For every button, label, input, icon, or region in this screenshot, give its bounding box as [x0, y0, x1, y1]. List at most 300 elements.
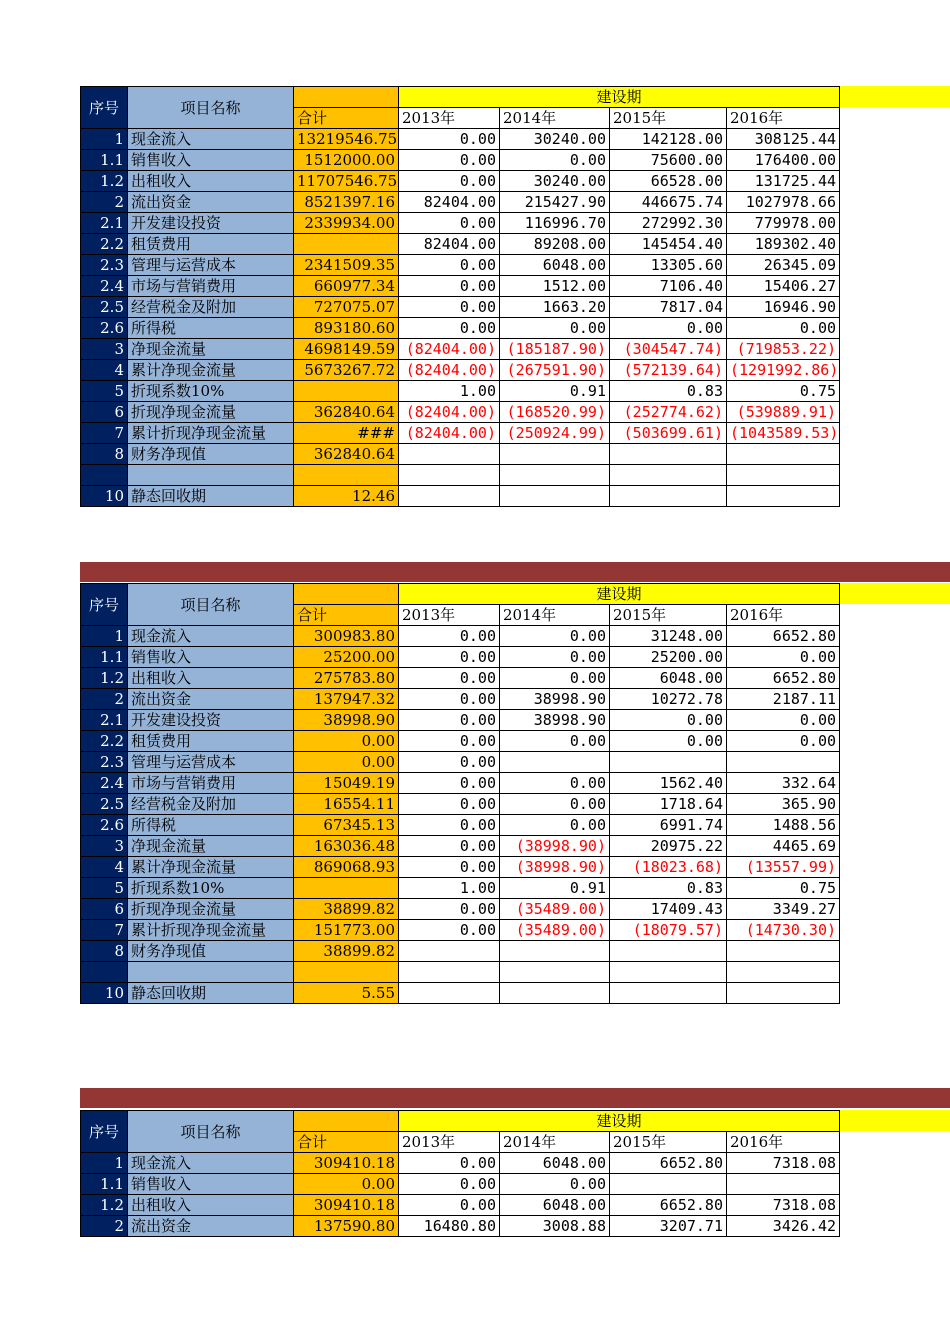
row-value: 0.00	[399, 710, 500, 731]
table-row	[81, 129, 840, 150]
row-name: 开发建设投资	[128, 213, 294, 234]
table-row	[81, 485, 840, 506]
row-value: 145454.40	[610, 234, 727, 255]
row-total: 2339934.00	[294, 213, 399, 234]
row-value	[610, 752, 727, 773]
row-value: 0.00	[500, 815, 610, 836]
row-value: 0.00	[500, 668, 610, 689]
row-value	[500, 941, 610, 962]
row-value: (38998.90)	[500, 857, 610, 878]
row-seq: 6	[81, 402, 128, 423]
row-total: 309410.18	[294, 1195, 399, 1216]
row-name: 管理与运营成本	[128, 752, 294, 773]
row-value: (18079.57)	[610, 920, 727, 941]
row-seq: 1	[81, 129, 128, 150]
row-value: 3426.42	[727, 1216, 840, 1237]
row-value: 17409.43	[610, 899, 727, 920]
table-row	[81, 689, 840, 710]
row-value: 116996.70	[500, 213, 610, 234]
row-seq: 2.5	[81, 297, 128, 318]
row-value: (503699.61)	[610, 423, 727, 444]
period-header-extension-1	[838, 86, 950, 107]
year-header: 2013年	[399, 108, 500, 129]
row-value: (82404.00)	[399, 402, 500, 423]
row-value: (14730.30)	[727, 920, 840, 941]
row-value	[500, 465, 610, 486]
row-value: 0.91	[500, 381, 610, 402]
row-value: (82404.00)	[399, 339, 500, 360]
table-row	[81, 150, 840, 171]
row-total: 38899.82	[294, 941, 399, 962]
row-total: 5673267.72	[294, 360, 399, 381]
row-value	[399, 465, 500, 486]
construction-period-header: 建设期	[399, 87, 840, 108]
row-total: 660977.34	[294, 276, 399, 297]
row-name: 管理与运营成本	[128, 255, 294, 276]
table-row	[81, 1216, 840, 1237]
row-seq: 8	[81, 444, 128, 465]
row-total: 137590.80	[294, 1216, 399, 1237]
row-total	[294, 465, 399, 486]
row-value: 7318.08	[727, 1195, 840, 1216]
row-value: 0.00	[399, 689, 500, 710]
row-value: 1718.64	[610, 794, 727, 815]
row-value: 0.00	[610, 318, 727, 339]
table-row	[81, 1153, 840, 1174]
row-seq: 1.2	[81, 171, 128, 192]
row-value	[610, 465, 727, 486]
table-row	[81, 1195, 840, 1216]
row-total: 16554.11	[294, 794, 399, 815]
row-total: 12.46	[294, 485, 399, 506]
year-header: 2014年	[500, 108, 610, 129]
row-seq: 10	[81, 982, 128, 1003]
row-total: 151773.00	[294, 920, 399, 941]
row-seq: 1.2	[81, 668, 128, 689]
row-seq: 2	[81, 689, 128, 710]
row-value: 89208.00	[500, 234, 610, 255]
row-value: (38998.90)	[500, 836, 610, 857]
row-seq: 2.1	[81, 710, 128, 731]
seq-header: 序号	[81, 87, 128, 129]
row-total: 13219546.75	[294, 129, 399, 150]
row-value: 66528.00	[610, 171, 727, 192]
row-seq: 10	[81, 485, 128, 506]
row-value: 0.00	[399, 647, 500, 668]
row-seq: 6	[81, 899, 128, 920]
row-value: 332.64	[727, 773, 840, 794]
row-value: 30240.00	[500, 171, 610, 192]
year-header: 2013年	[399, 605, 500, 626]
row-name: 静态回收期	[128, 982, 294, 1003]
row-total: 0.00	[294, 1174, 399, 1195]
period-header-extension-3	[838, 1110, 950, 1131]
row-value: 6048.00	[500, 1153, 610, 1174]
row-value: 0.75	[727, 878, 840, 899]
row-value: 4465.69	[727, 836, 840, 857]
header-row	[81, 87, 840, 108]
name-header: 项目名称	[128, 584, 294, 626]
row-seq: 8	[81, 941, 128, 962]
row-seq: 2	[81, 1216, 128, 1237]
row-total: 362840.64	[294, 444, 399, 465]
row-name: 现金流入	[128, 1153, 294, 1174]
row-seq: 1	[81, 1153, 128, 1174]
row-seq: 2	[81, 192, 128, 213]
row-value: 82404.00	[399, 234, 500, 255]
total-header-top	[294, 87, 399, 108]
construction-period-header: 建设期	[399, 1111, 840, 1132]
row-value	[727, 982, 840, 1003]
header-row	[81, 584, 840, 605]
row-value: 1.00	[399, 381, 500, 402]
year-header: 2014年	[500, 1132, 610, 1153]
table-row	[81, 836, 840, 857]
table-row	[81, 213, 840, 234]
row-name: 折现净现金流量	[128, 402, 294, 423]
row-total: 25200.00	[294, 647, 399, 668]
row-value	[500, 962, 610, 983]
table-row	[81, 710, 840, 731]
row-value	[727, 465, 840, 486]
row-name: 租赁费用	[128, 234, 294, 255]
table-row	[81, 276, 840, 297]
row-value: 15406.27	[727, 276, 840, 297]
row-seq: 1.1	[81, 1174, 128, 1195]
table-row	[81, 815, 840, 836]
row-value: (168520.99)	[500, 402, 610, 423]
year-header: 2013年	[399, 1132, 500, 1153]
row-total: 5.55	[294, 982, 399, 1003]
row-name: 市场与营销费用	[128, 773, 294, 794]
row-value: 0.00	[399, 255, 500, 276]
row-value	[399, 982, 500, 1003]
row-value	[610, 444, 727, 465]
row-value: 1027978.66	[727, 192, 840, 213]
row-value: (18023.68)	[610, 857, 727, 878]
table-row	[81, 731, 840, 752]
row-value: 3008.88	[500, 1216, 610, 1237]
row-total: 137947.32	[294, 689, 399, 710]
table-row	[81, 360, 840, 381]
row-value: 0.00	[399, 129, 500, 150]
row-name: 所得税	[128, 815, 294, 836]
table-row	[81, 234, 840, 255]
row-value: 0.00	[399, 836, 500, 857]
row-seq: 2.3	[81, 752, 128, 773]
row-value: 0.00	[399, 794, 500, 815]
row-total: 15049.19	[294, 773, 399, 794]
row-total: 4698149.59	[294, 339, 399, 360]
row-value: 0.00	[399, 297, 500, 318]
row-value: 13305.60	[610, 255, 727, 276]
table-row	[81, 647, 840, 668]
row-value: 308125.44	[727, 129, 840, 150]
row-value: 26345.09	[727, 255, 840, 276]
row-value: 0.00	[500, 647, 610, 668]
row-seq: 3	[81, 836, 128, 857]
row-name: 现金流入	[128, 626, 294, 647]
table-row	[81, 171, 840, 192]
row-value: 30240.00	[500, 129, 610, 150]
row-total	[294, 234, 399, 255]
row-seq: 1.1	[81, 647, 128, 668]
row-name: 折现系数10%	[128, 878, 294, 899]
row-total	[294, 381, 399, 402]
row-value: (267591.90)	[500, 360, 610, 381]
row-name	[128, 962, 294, 983]
table-row	[81, 752, 840, 773]
row-value: 0.00	[399, 1153, 500, 1174]
row-total: 67345.13	[294, 815, 399, 836]
row-seq: 1.1	[81, 150, 128, 171]
row-name: 开发建设投资	[128, 710, 294, 731]
row-seq: 7	[81, 920, 128, 941]
row-value: 0.00	[610, 731, 727, 752]
row-value	[610, 941, 727, 962]
row-name: 销售收入	[128, 1174, 294, 1195]
row-value: 6652.80	[610, 1195, 727, 1216]
row-seq: 1	[81, 626, 128, 647]
year-header: 2015年	[610, 1132, 727, 1153]
row-value: 446675.74	[610, 192, 727, 213]
row-value	[727, 485, 840, 506]
row-value: 38998.90	[500, 710, 610, 731]
row-value: 0.00	[610, 710, 727, 731]
row-seq: 5	[81, 381, 128, 402]
row-value	[399, 941, 500, 962]
row-value: 0.83	[610, 381, 727, 402]
table-row	[81, 1174, 840, 1195]
total-header: 合计	[294, 605, 399, 626]
row-value: 16946.90	[727, 297, 840, 318]
row-value: (35489.00)	[500, 899, 610, 920]
row-seq: 2.2	[81, 731, 128, 752]
row-value: 0.00	[500, 318, 610, 339]
row-value	[500, 752, 610, 773]
table-row	[81, 465, 840, 486]
row-value: 3349.27	[727, 899, 840, 920]
row-name: 财务净现值	[128, 444, 294, 465]
row-value: 0.00	[399, 276, 500, 297]
period-header-extension-2	[838, 583, 950, 604]
row-name: 流出资金	[128, 689, 294, 710]
row-value: (1043589.53)	[727, 423, 840, 444]
row-total: 38899.82	[294, 899, 399, 920]
row-value: 3207.71	[610, 1216, 727, 1237]
row-value: 6048.00	[610, 668, 727, 689]
section-banner-2	[80, 562, 950, 582]
row-value: 25200.00	[610, 647, 727, 668]
row-value: 0.00	[399, 857, 500, 878]
row-value: 0.00	[399, 773, 500, 794]
row-value: 0.00	[399, 920, 500, 941]
table-row	[81, 318, 840, 339]
row-total: 275783.80	[294, 668, 399, 689]
row-value: 189302.40	[727, 234, 840, 255]
row-name: 流出资金	[128, 1216, 294, 1237]
row-value: (252774.62)	[610, 402, 727, 423]
row-value	[500, 485, 610, 506]
row-seq: 3	[81, 339, 128, 360]
row-name: 静态回收期	[128, 485, 294, 506]
row-value: 0.00	[399, 1195, 500, 1216]
row-value: 82404.00	[399, 192, 500, 213]
row-value	[610, 485, 727, 506]
table-row	[81, 857, 840, 878]
row-value: 7106.40	[610, 276, 727, 297]
row-value	[399, 962, 500, 983]
row-value: 0.00	[399, 731, 500, 752]
row-value: 779978.00	[727, 213, 840, 234]
row-total: 1512000.00	[294, 150, 399, 171]
name-header: 项目名称	[128, 87, 294, 129]
year-header: 2016年	[727, 1132, 840, 1153]
row-name	[128, 465, 294, 486]
row-value	[500, 982, 610, 1003]
row-value: 0.00	[727, 647, 840, 668]
row-value: 0.91	[500, 878, 610, 899]
section-banner-3	[80, 1088, 950, 1108]
seq-header: 序号	[81, 1111, 128, 1153]
row-value: (82404.00)	[399, 423, 500, 444]
row-value: (572139.64)	[610, 360, 727, 381]
row-value: 1562.40	[610, 773, 727, 794]
row-seq: 4	[81, 360, 128, 381]
cashflow-table-3	[80, 1110, 840, 1237]
row-value: 0.00	[727, 710, 840, 731]
row-value	[399, 485, 500, 506]
row-name: 折现净现金流量	[128, 899, 294, 920]
row-total: 8521397.16	[294, 192, 399, 213]
row-value	[610, 1174, 727, 1195]
row-name: 市场与营销费用	[128, 276, 294, 297]
row-value: 0.00	[500, 794, 610, 815]
row-value: (185187.90)	[500, 339, 610, 360]
row-value: 0.00	[500, 773, 610, 794]
row-seq: 2.6	[81, 815, 128, 836]
row-value: 0.00	[399, 815, 500, 836]
row-name: 租赁费用	[128, 731, 294, 752]
row-name: 财务净现值	[128, 941, 294, 962]
table-row	[81, 444, 840, 465]
row-value	[727, 941, 840, 962]
row-seq: 7	[81, 423, 128, 444]
row-total: 362840.64	[294, 402, 399, 423]
row-seq	[81, 465, 128, 486]
row-total: 727075.07	[294, 297, 399, 318]
row-total	[294, 962, 399, 983]
row-total: ###	[294, 423, 399, 444]
total-header: 合计	[294, 108, 399, 129]
cashflow-table-1	[80, 86, 840, 507]
table-row	[81, 339, 840, 360]
table-row	[81, 402, 840, 423]
row-value: 6652.80	[727, 668, 840, 689]
row-name: 折现系数10%	[128, 381, 294, 402]
row-value: 10272.78	[610, 689, 727, 710]
seq-header: 序号	[81, 584, 128, 626]
table-row	[81, 381, 840, 402]
row-value	[500, 444, 610, 465]
row-value: 6652.80	[610, 1153, 727, 1174]
row-value: 0.00	[500, 731, 610, 752]
row-name: 净现金流量	[128, 836, 294, 857]
year-header: 2016年	[727, 108, 840, 129]
row-seq: 2.4	[81, 773, 128, 794]
row-total: 869068.93	[294, 857, 399, 878]
row-value: 1488.56	[727, 815, 840, 836]
row-total: 38998.90	[294, 710, 399, 731]
row-name: 出租收入	[128, 1195, 294, 1216]
row-value: 7817.04	[610, 297, 727, 318]
row-name: 现金流入	[128, 129, 294, 150]
total-header-top	[294, 584, 399, 605]
table-row	[81, 668, 840, 689]
row-value: (82404.00)	[399, 360, 500, 381]
row-seq: 2.5	[81, 794, 128, 815]
year-header: 2016年	[727, 605, 840, 626]
name-header: 项目名称	[128, 1111, 294, 1153]
row-value: 0.00	[399, 150, 500, 171]
row-value: 6652.80	[727, 626, 840, 647]
row-value: 31248.00	[610, 626, 727, 647]
row-value: 0.75	[727, 381, 840, 402]
row-value: 20975.22	[610, 836, 727, 857]
cashflow-table-2	[80, 583, 840, 1004]
table-row	[81, 962, 840, 983]
row-name: 经营税金及附加	[128, 297, 294, 318]
row-value: 0.00	[500, 150, 610, 171]
row-value: 75600.00	[610, 150, 727, 171]
row-value: 1663.20	[500, 297, 610, 318]
row-value: 0.83	[610, 878, 727, 899]
row-value: 1.00	[399, 878, 500, 899]
row-value	[610, 982, 727, 1003]
row-value: 0.00	[727, 731, 840, 752]
row-seq: 2.2	[81, 234, 128, 255]
table-row	[81, 773, 840, 794]
row-seq: 4	[81, 857, 128, 878]
table-row	[81, 941, 840, 962]
row-value: (250924.99)	[500, 423, 610, 444]
row-name: 净现金流量	[128, 339, 294, 360]
row-value	[727, 1174, 840, 1195]
row-name: 累计净现金流量	[128, 360, 294, 381]
row-value: 1512.00	[500, 276, 610, 297]
row-value: (304547.74)	[610, 339, 727, 360]
row-total: 309410.18	[294, 1153, 399, 1174]
row-value: 0.00	[399, 171, 500, 192]
row-name: 出租收入	[128, 171, 294, 192]
row-value: 6991.74	[610, 815, 727, 836]
row-value: 7318.08	[727, 1153, 840, 1174]
row-value: 215427.90	[500, 192, 610, 213]
row-value: 2187.11	[727, 689, 840, 710]
row-seq: 2.1	[81, 213, 128, 234]
row-name: 累计净现金流量	[128, 857, 294, 878]
row-total	[294, 878, 399, 899]
row-value: 272992.30	[610, 213, 727, 234]
row-value: (13557.99)	[727, 857, 840, 878]
table-row	[81, 192, 840, 213]
table-row	[81, 899, 840, 920]
row-seq: 2.6	[81, 318, 128, 339]
row-name: 所得税	[128, 318, 294, 339]
row-value	[610, 962, 727, 983]
row-value: 16480.80	[399, 1216, 500, 1237]
row-value	[399, 444, 500, 465]
